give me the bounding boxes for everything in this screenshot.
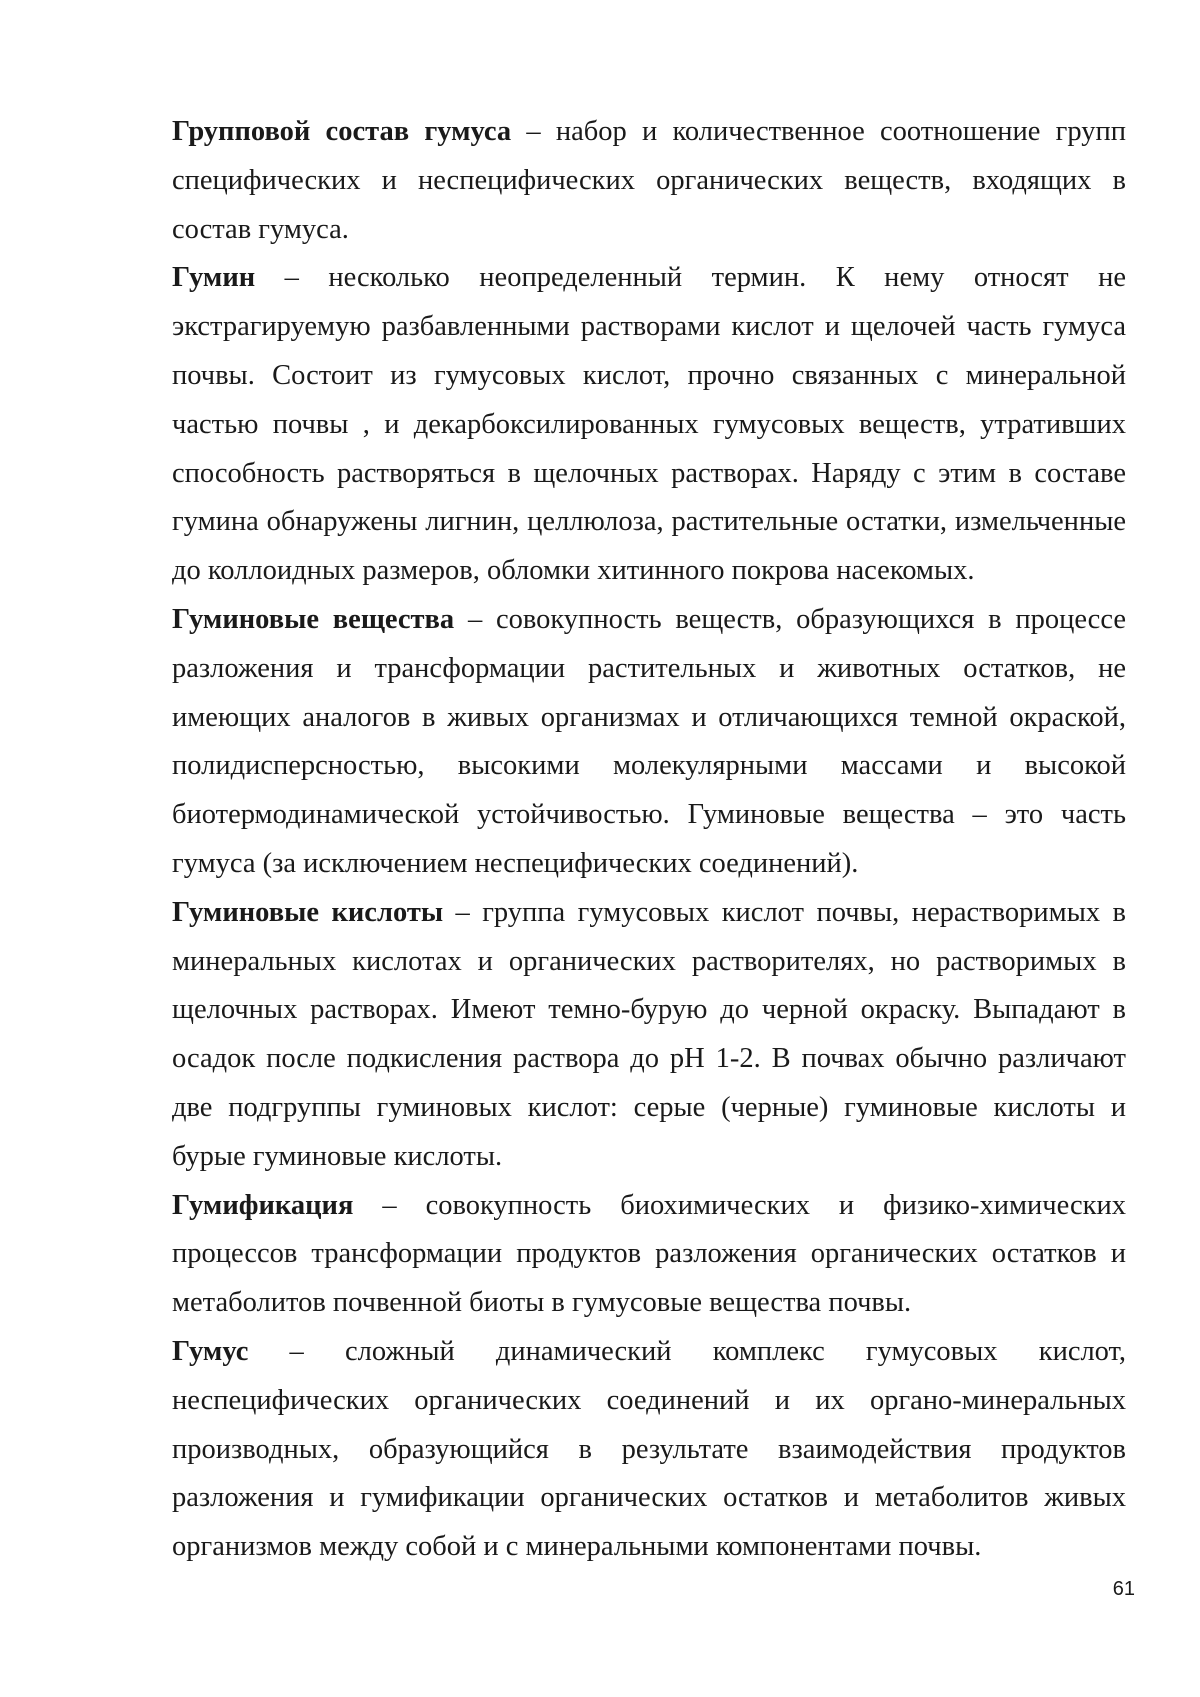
glossary-definition: – совокупность веществ, образующихся в процессе разложения и трансформации растительных и животных остатков, не имеющих аналогов в живых организмах и отличающихся темной окраской, полидисперсностью, высокими молекулярными массами и высокой биотермодинамической устойчивостью. Гуминовые вещества – это часть гумуса (за исключением неспецифических соединений).: [172, 603, 1126, 879]
glossary-definition: – группа гумусовых кислот почвы, нерастворимых в минеральных кислотах и органических растворителях, но растворимых в щелочных растворах. Имеют темно-бурую до черной окраску. Выпадают в осадок после подкисления раствора до рН 1-2. В почвах обычно различают две подгруппы гуминовых кислот: серые (черные) гуминовые кислоты и бурые гуминовые кислоты.: [172, 896, 1126, 1172]
glossary-term: Гуминовые кислоты: [172, 896, 444, 928]
glossary-entry-humus: [172, 1328, 1126, 1572]
glossary-entry-humus-group-composition: [172, 108, 1126, 254]
glossary-entry-humic-acids: [172, 889, 1126, 1182]
glossary-entry-humic-substances: [172, 596, 1126, 889]
glossary-definition: – набор и количественное соотношение групп специфических и неспецифических органических веществ, входящих в состав гумуса.: [172, 116, 1127, 245]
glossary-term: Гумин: [172, 262, 256, 294]
glossary-term: Групповой состав гумуса: [172, 116, 512, 147]
glossary-definition: – сложный динамический комплекс гумусовых кислот, неспецифических органических соединений и их органо-минеральных производных, образующийся в результате взаимодействия продуктов разложения и гумификации органических остатков и метаболитов живых организмов между собой и с минеральными компонентами почвы.: [172, 1335, 1126, 1563]
glossary-definition: – несколько неопределенный термин. К нему относят не экстрагируемую разбавленными растворами кислот и щелочей часть гумуса почвы. Состоит из гумусовых кислот, прочно связанных с минеральной частью почвы , и декарбоксилированных гумусовых веществ, утративших способность растворяться в щелочных растворах. Наряду с этим в составе гумина обнаружены лигнин, целлюлоза, растительные остатки, измельченные до коллоидных размеров, обломки хитинного покрова насекомых.: [172, 262, 1126, 587]
glossary-term: Гуминовые вещества: [172, 603, 455, 635]
glossary-definition: – совокупность биохимических и физико-химических процессов трансформации продуктов разложения органических остатков и метаболитов почвенной биоты в гумусовые вещества почвы.: [172, 1189, 1126, 1319]
glossary-term: Гумус: [172, 1335, 249, 1367]
glossary-entry-humin: [172, 254, 1126, 596]
glossary-page-body: [172, 108, 1126, 1572]
page-number: 61: [1112, 1578, 1135, 1600]
glossary-term: Гумификация: [172, 1189, 354, 1221]
glossary-entry-humification: [172, 1182, 1126, 1328]
